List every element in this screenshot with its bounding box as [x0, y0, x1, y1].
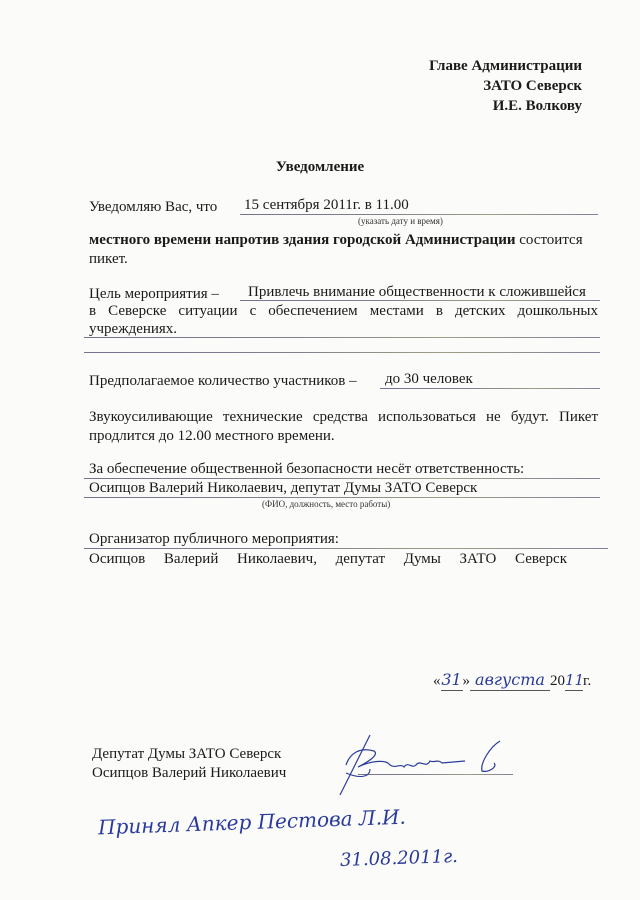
date-year-suffix: 11	[565, 671, 585, 689]
addressee-line-1: Главе Администрации	[429, 58, 582, 74]
purpose-value-line2: в Северске ситуации с обеспечением местами в детских дошкольных	[89, 303, 598, 319]
addressee-line-3: И.Е. Волкову	[492, 98, 582, 114]
participants-label: Предполагаемое количество участников –	[89, 373, 357, 389]
date-day: 31	[441, 670, 462, 689]
notify-date-value: 15 сентября 2011г. в 11.00	[244, 197, 409, 213]
purpose-underline-1	[240, 300, 600, 301]
participants-value: до 30 человек	[385, 371, 473, 387]
date-close-quote: »	[462, 673, 470, 689]
signer-line-2: Осипцов Валерий Николаевич	[92, 765, 287, 781]
notify-label: Уведомляю Вас, что	[89, 199, 218, 215]
purpose-underline-3	[84, 352, 600, 353]
signature-image	[330, 733, 530, 803]
organizer-label: Организатор публичного мероприятия:	[89, 531, 339, 547]
organizer-underline	[84, 548, 608, 549]
date-year-prefix: 20	[550, 673, 565, 689]
purpose-value-line3: учреждениях.	[89, 321, 178, 337]
participants-underline	[380, 388, 600, 389]
signer-line-1: Депутат Думы ЗАТО Северск	[92, 746, 282, 762]
sound-line-2: продлится до 12.00 местного времени.	[89, 428, 335, 444]
handwritten-receipt-line1: Принял Апкер Пестова Л.И.	[97, 804, 407, 840]
document-title: Уведомление	[275, 159, 365, 175]
notify-continuation	[89, 231, 583, 249]
notify-underline	[240, 214, 598, 215]
organizer-value: Осипцов Валерий Николаевич, депутат Думы ЗАТО Северск	[89, 551, 567, 567]
notify-continuation-line2: пикет.	[89, 251, 128, 267]
date-month: августа	[470, 670, 550, 691]
safety-value: Осипцов Валерий Николаевич, депутат Думы ЗАТО Северск	[89, 480, 478, 496]
handwritten-receipt-line2: 31.08.2011г.	[339, 845, 459, 872]
date-signed	[433, 670, 591, 692]
date-year-end: г.	[583, 673, 592, 689]
notify-hint: (указать дату и время)	[358, 216, 443, 226]
date-open-quote: «	[433, 673, 441, 689]
purpose-label: Цель мероприятия –	[89, 286, 219, 302]
safety-hint: (ФИО, должность, место работы)	[262, 499, 391, 509]
safety-underline-2	[84, 497, 600, 498]
purpose-value-line1: Привлечь внимание общественности к сложившейся	[248, 284, 586, 300]
notify-continuation-regular: состоится	[515, 232, 583, 248]
notify-continuation-bold: местного времени напротив здания городской Администрации	[89, 232, 516, 248]
safety-label: За обеспечение общественной безопасности несёт ответственность:	[89, 461, 525, 477]
addressee-line-2: ЗАТО Северск	[483, 78, 582, 94]
sound-line-1: Звукоусиливающие технические средства использоваться не будут. Пикет	[89, 409, 598, 425]
purpose-underline-2	[84, 337, 600, 338]
